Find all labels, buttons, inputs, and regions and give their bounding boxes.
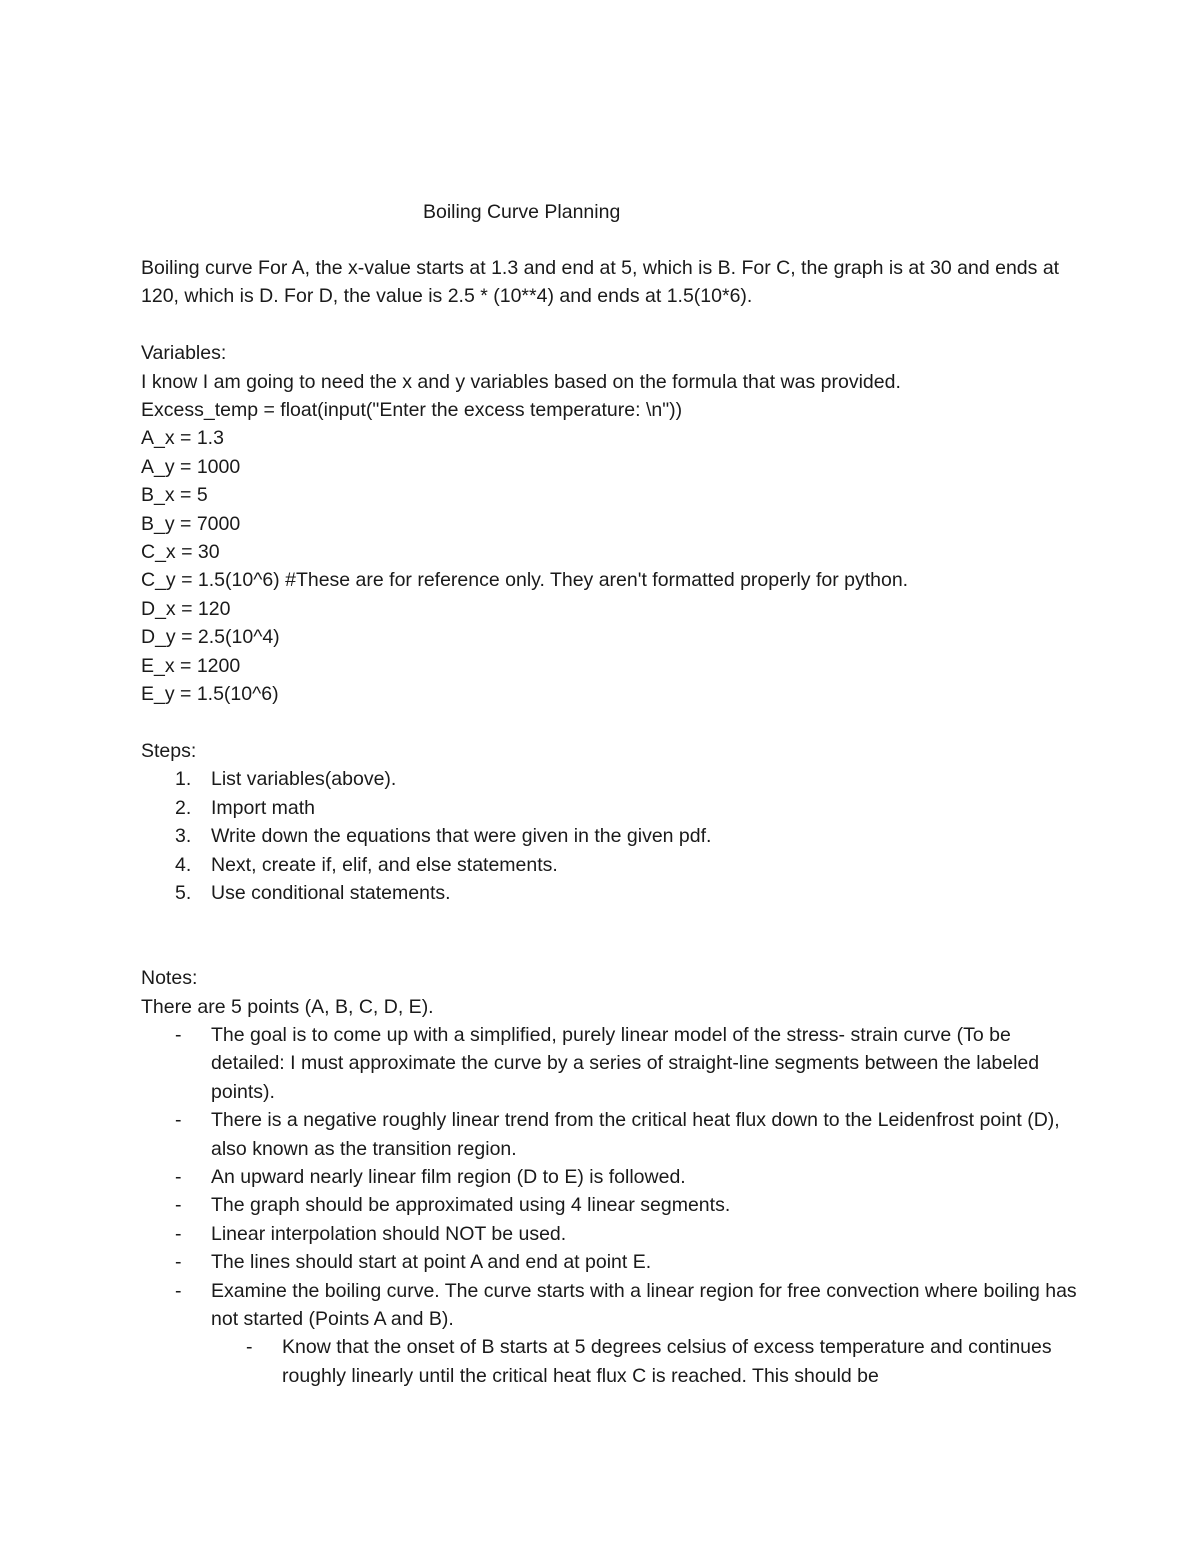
list-item xyxy=(141,851,1081,879)
dash-bullet: - xyxy=(175,1023,182,1046)
notes-section xyxy=(141,964,1081,1390)
note-text: The goal is to come up with a simplified, purely linear model of the stress- strain curve (To be detailed: I must approximate the curve by a series of straight-line segments between the labeled points). xyxy=(211,1023,1040,1103)
variable-line: E_y = 1.5(10^6) xyxy=(141,683,279,706)
list-item xyxy=(141,765,1081,793)
steps-section xyxy=(141,737,1081,907)
variable-line: E_x = 1200 xyxy=(141,654,241,677)
intro-paragraph: Boiling curve For A, the x-value starts at 1.3 and end at 5, which is B. For C, the graph is at 30 and ends at 120, which is D. For D, the value is 2.5 * (10**4) and ends at 1.5(10*6). xyxy=(141,257,1060,308)
step-text: Import math xyxy=(211,796,316,819)
list-item xyxy=(141,1277,1081,1334)
list-item xyxy=(141,1191,1081,1219)
variable-line: D_y = 2.5(10^4) xyxy=(141,626,280,649)
list-item xyxy=(141,1333,1081,1390)
note-text: Examine the boiling curve. The curve starts with a linear region for free convection where boiling has not started (Points A and B). xyxy=(211,1279,1077,1330)
step-text: Next, create if, elif, and else statements. xyxy=(211,853,558,876)
step-number: 4. xyxy=(175,853,192,876)
notes-list xyxy=(141,1021,1081,1333)
step-number: 5. xyxy=(175,881,192,904)
dash-bullet: - xyxy=(175,1194,182,1217)
steps-list xyxy=(141,765,1081,907)
list-item xyxy=(141,822,1081,850)
variable-line: A_y = 1000 xyxy=(141,455,241,478)
note-text: An upward nearly linear film region (D to E) is followed. xyxy=(211,1165,686,1188)
dash-bullet: - xyxy=(175,1251,182,1274)
step-number: 2. xyxy=(175,796,192,819)
variable-line: B_y = 7000 xyxy=(141,512,241,535)
step-text: Write down the equations that were given in the given pdf. xyxy=(211,825,712,848)
note-text: Linear interpolation should NOT be used. xyxy=(211,1222,567,1245)
variable-line: C_x = 30 xyxy=(141,541,220,564)
variable-line: D_x = 120 xyxy=(141,597,231,620)
dash-bullet: - xyxy=(175,1165,182,1188)
dash-bullet: - xyxy=(175,1222,182,1245)
note-text: Know that the onset of B starts at 5 degrees celsius of excess temperature and continues roughly linearly until the critical heat flux C is reached. This should be xyxy=(282,1336,1052,1387)
list-item xyxy=(141,1021,1081,1106)
variable-line: B_x = 5 xyxy=(141,484,208,507)
dash-bullet: - xyxy=(246,1336,253,1359)
notes-sublist xyxy=(141,1333,1081,1390)
list-item xyxy=(141,794,1081,822)
note-text: There is a negative roughly linear trend from the critical heat flux down to the Leidenfrost point (D), also known as the transition region. xyxy=(211,1109,1060,1160)
variable-line: Excess_temp = float(input("Enter the excess temperature: \n")) xyxy=(141,399,683,422)
document-body xyxy=(141,254,1081,1390)
dash-bullet: - xyxy=(175,1109,182,1132)
list-item xyxy=(141,1163,1081,1191)
step-number: 3. xyxy=(175,825,192,848)
notes-summary: There are 5 points (A, B, C, D, E). xyxy=(141,995,434,1018)
variable-line: C_y = 1.5(10^6) #These are for reference only. They aren't formatted properly for python. xyxy=(141,569,909,592)
step-number: 1. xyxy=(175,768,192,791)
variables-section xyxy=(141,339,1081,708)
dash-bullet: - xyxy=(175,1279,182,1302)
notes-heading: Notes: xyxy=(141,967,198,990)
variable-line: A_x = 1.3 xyxy=(141,427,224,450)
steps-heading: Steps: xyxy=(141,739,197,762)
list-item xyxy=(141,1248,1081,1276)
step-text: Use conditional statements. xyxy=(211,881,451,904)
list-item xyxy=(141,879,1081,907)
note-text: The graph should be approximated using 4 linear segments. xyxy=(211,1194,731,1217)
list-item xyxy=(141,1220,1081,1248)
variables-heading: Variables: xyxy=(141,342,227,365)
step-text: List variables(above). xyxy=(211,768,397,791)
variable-line: I know I am going to need the x and y variables based on the formula that was provided. xyxy=(141,370,901,393)
note-text: The lines should start at point A and end at point E. xyxy=(211,1251,652,1274)
list-item xyxy=(141,1106,1081,1163)
document-title: Boiling Curve Planning xyxy=(423,201,621,223)
